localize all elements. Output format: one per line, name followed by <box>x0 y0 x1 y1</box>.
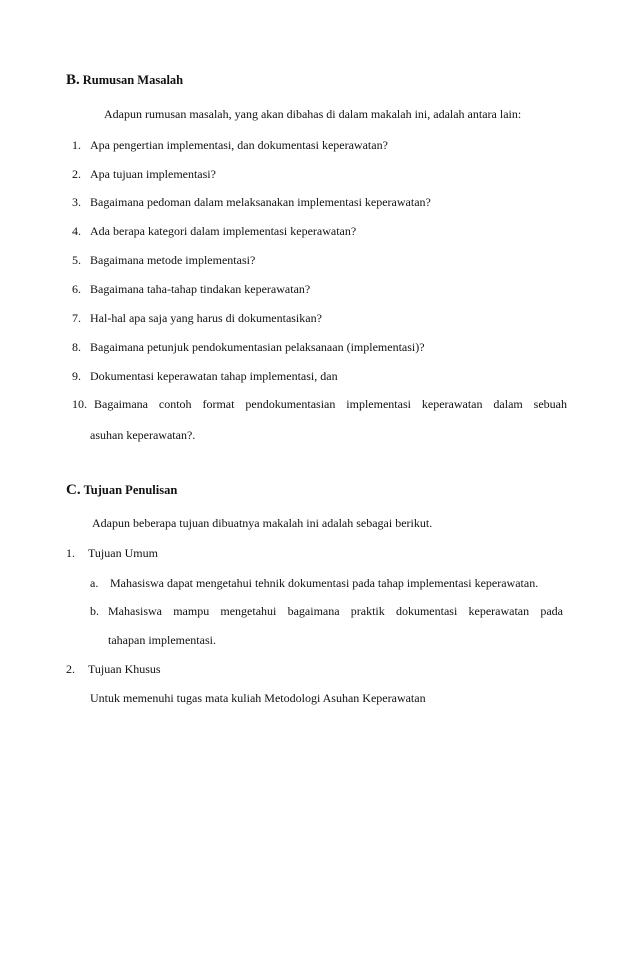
goal-heading: 2. Tujuan Khusus <box>66 662 161 676</box>
list-item: 4. Ada berapa kategori dalam implementasi keperawatan? <box>72 224 357 238</box>
section-c-intro: Adapun beberapa tujuan dibuatnya makalah ini adalah sebagai berikut. <box>92 516 433 530</box>
section-c-letter: C. <box>66 482 81 498</box>
sub-list-item: b. Mahasiswa mampu mengetahui bagaimana praktik dokumentasi keperawatan pada <box>90 604 563 618</box>
list-item-continuation: asuhan keperawatan?. <box>90 428 196 442</box>
list-item: 5. Bagaimana metode implementasi? <box>72 253 256 267</box>
section-c-heading <box>66 482 177 499</box>
goal-text: Untuk memenuhi tugas mata kuliah Metodologi Asuhan Keperawatan <box>90 691 426 705</box>
list-item: 7. Hal-hal apa saja yang harus di dokumentasikan? <box>72 311 322 325</box>
section-b-heading <box>66 72 183 89</box>
list-item: 8. Bagaimana petunjuk pendokumentasian pelaksanaan (implementasi)? <box>72 340 425 354</box>
sub-list-item-continuation: tahapan implementasi. <box>108 633 216 647</box>
list-item: 6. Bagaimana taha-tahap tindakan keperawatan? <box>72 282 311 296</box>
section-b-title: Rumusan Masalah <box>82 73 184 87</box>
section-b-intro: Adapun rumusan masalah, yang akan dibahas di dalam makalah ini, adalah antara lain: <box>104 107 522 121</box>
section-c-title: Tujuan Penulisan <box>83 483 178 497</box>
list-item: 2. Apa tujuan implementasi? <box>72 167 216 181</box>
list-item: 3. Bagaimana pedoman dalam melaksanakan implementasi keperawatan? <box>72 195 431 209</box>
section-b-letter: B. <box>66 72 80 88</box>
list-item: 9. Dokumentasi keperawatan tahap implementasi, dan <box>72 369 338 383</box>
list-item: 1. Apa pengertian implementasi, dan dokumentasi keperawatan? <box>72 138 388 152</box>
sub-list-item: a. Mahasiswa dapat mengetahui tehnik dokumentasi pada tahap implementasi keperawatan. <box>90 576 539 590</box>
goal-heading: 1. Tujuan Umum <box>66 546 158 560</box>
list-item: 10. Bagaimana contoh format pendokumentasian implementasi keperawatan dalam sebuah <box>72 397 567 411</box>
